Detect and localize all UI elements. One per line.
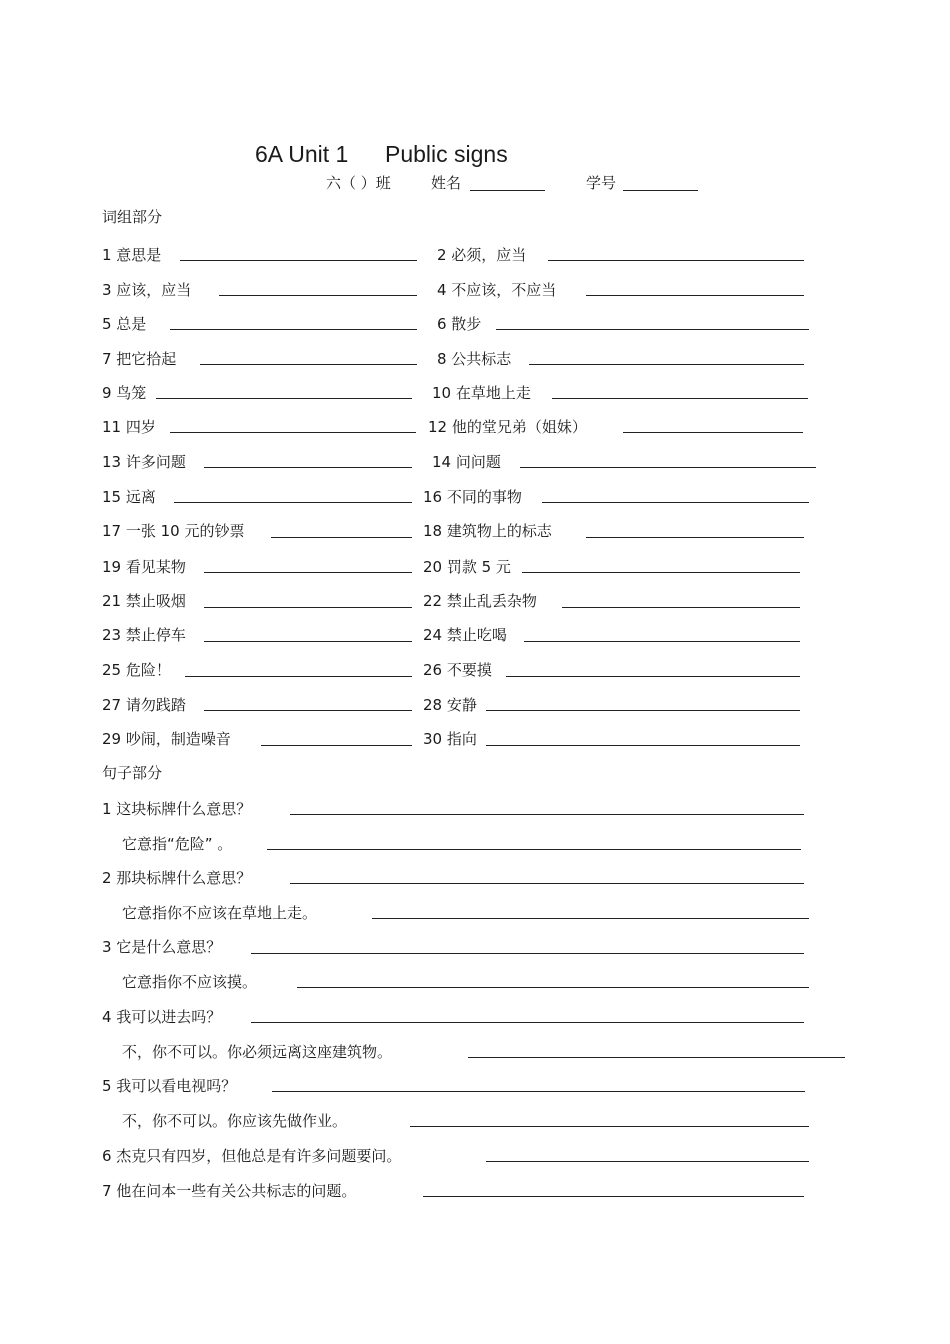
sentence-item: 4 我可以进去吗？ xyxy=(102,1008,222,1026)
answer-blank[interactable] xyxy=(496,329,809,330)
phrase-item: 20 罚款 5 元 xyxy=(423,558,511,576)
phrase-item: 23 禁止停车 xyxy=(102,626,186,644)
phrase-item: 25 危险！ xyxy=(102,661,171,679)
answer-blank[interactable] xyxy=(170,432,416,433)
phrase-item: 28 安静 xyxy=(423,696,477,714)
answer-blank[interactable] xyxy=(297,987,809,988)
answer-blank[interactable] xyxy=(524,641,800,642)
phrases-heading: 词组部分 xyxy=(102,208,163,226)
phrase-item: 18 建筑物上的标志 xyxy=(423,522,552,540)
answer-blank[interactable] xyxy=(204,467,412,468)
answer-blank[interactable] xyxy=(548,260,804,261)
sentence-item: 不，你不可以。你应该先做作业。 xyxy=(122,1112,348,1130)
answer-blank[interactable] xyxy=(170,329,417,330)
sentence-item: 它意指你不应该在草地上走。 xyxy=(122,904,318,922)
phrase-item: 3 应该，应当 xyxy=(102,281,192,299)
answer-blank[interactable] xyxy=(562,607,800,608)
class-label: 六（ ）班 xyxy=(326,174,391,192)
answer-blank[interactable] xyxy=(174,502,412,503)
phrase-item: 1 意思是 xyxy=(102,246,162,264)
answer-blank[interactable] xyxy=(623,432,803,433)
answer-blank[interactable] xyxy=(204,710,412,711)
answer-blank[interactable] xyxy=(486,710,800,711)
answer-blank[interactable] xyxy=(204,641,412,642)
answer-blank[interactable] xyxy=(372,918,809,919)
answer-blank[interactable] xyxy=(271,537,412,538)
phrase-item: 16 不同的事物 xyxy=(423,488,522,506)
phrase-item: 4 不应该，不应当 xyxy=(437,281,557,299)
answer-blank[interactable] xyxy=(552,398,808,399)
phrase-item: 26 不要摸 xyxy=(423,661,492,679)
answer-blank[interactable] xyxy=(267,849,801,850)
phrase-item: 17 一张 10 元的钞票 xyxy=(102,522,245,540)
phrase-item: 14 问问题 xyxy=(432,453,501,471)
phrase-item: 15 远离 xyxy=(102,488,156,506)
answer-blank[interactable] xyxy=(522,572,800,573)
phrase-item: 6 散步 xyxy=(437,315,482,333)
title-topic: Public signs xyxy=(385,141,508,167)
phrase-item: 19 看见某物 xyxy=(102,558,186,576)
phrase-item: 8 公共标志 xyxy=(437,350,512,368)
answer-blank[interactable] xyxy=(520,467,816,468)
answer-blank[interactable] xyxy=(185,676,412,677)
name-label: 姓名 xyxy=(431,174,462,192)
answer-blank[interactable] xyxy=(251,1022,804,1023)
sentence-item: 2 那块标牌什么意思？ xyxy=(102,869,252,887)
answer-blank[interactable] xyxy=(251,953,804,954)
answer-blank[interactable] xyxy=(506,676,800,677)
title-unit: 6A Unit 1 xyxy=(255,141,349,167)
number-blank[interactable] xyxy=(623,190,698,191)
answer-blank[interactable] xyxy=(272,1091,805,1092)
sentence-item: 6 杰克只有四岁，但他总是有许多问题要问。 xyxy=(102,1147,402,1165)
phrase-item: 29 吵闹，制造噪音 xyxy=(102,730,231,748)
answer-blank[interactable] xyxy=(542,502,809,503)
phrase-item: 30 指向 xyxy=(423,730,477,748)
answer-blank[interactable] xyxy=(586,537,804,538)
phrase-item: 7 把它拾起 xyxy=(102,350,177,368)
phrase-item: 24 禁止吃喝 xyxy=(423,626,507,644)
answer-blank[interactable] xyxy=(261,745,412,746)
answer-blank[interactable] xyxy=(204,607,412,608)
answer-blank[interactable] xyxy=(468,1057,845,1058)
answer-blank[interactable] xyxy=(180,260,417,261)
answer-blank[interactable] xyxy=(219,295,417,296)
phrase-item: 10 在草地上走 xyxy=(432,384,531,402)
phrase-item: 11 四岁 xyxy=(102,418,156,436)
sentences-heading: 句子部分 xyxy=(102,764,163,782)
number-label: 学号 xyxy=(586,174,617,192)
answer-blank[interactable] xyxy=(486,745,800,746)
phrase-item: 2 必须，应当 xyxy=(437,246,527,264)
sentence-item: 7 他在问本一些有关公共标志的问题。 xyxy=(102,1182,357,1200)
answer-blank[interactable] xyxy=(290,814,804,815)
phrase-item: 5 总是 xyxy=(102,315,147,333)
answer-blank[interactable] xyxy=(156,398,412,399)
answer-blank[interactable] xyxy=(486,1161,809,1162)
sentence-item: 它意指“危险” 。 xyxy=(122,835,233,853)
sentence-item: 5 我可以看电视吗？ xyxy=(102,1077,237,1095)
answer-blank[interactable] xyxy=(529,364,804,365)
answer-blank[interactable] xyxy=(200,364,417,365)
sentence-item: 3 它是什么意思？ xyxy=(102,938,222,956)
answer-blank[interactable] xyxy=(290,883,804,884)
answer-blank[interactable] xyxy=(204,572,412,573)
answer-blank[interactable] xyxy=(423,1196,804,1197)
phrase-item: 27 请勿践踏 xyxy=(102,696,186,714)
sentence-item: 它意指你不应该摸。 xyxy=(122,973,258,991)
sentence-item: 不，你不可以。你必须远离这座建筑物。 xyxy=(122,1043,393,1061)
name-blank[interactable] xyxy=(470,190,545,191)
phrase-item: 22 禁止乱丢杂物 xyxy=(423,592,537,610)
sentence-item: 1 这块标牌什么意思？ xyxy=(102,800,252,818)
phrase-item: 9 鸟笼 xyxy=(102,384,147,402)
phrase-item: 21 禁止吸烟 xyxy=(102,592,186,610)
phrase-item: 13 许多问题 xyxy=(102,453,186,471)
answer-blank[interactable] xyxy=(586,295,804,296)
answer-blank[interactable] xyxy=(410,1126,809,1127)
phrase-item: 12 他的堂兄弟（姐妹） xyxy=(428,418,587,436)
